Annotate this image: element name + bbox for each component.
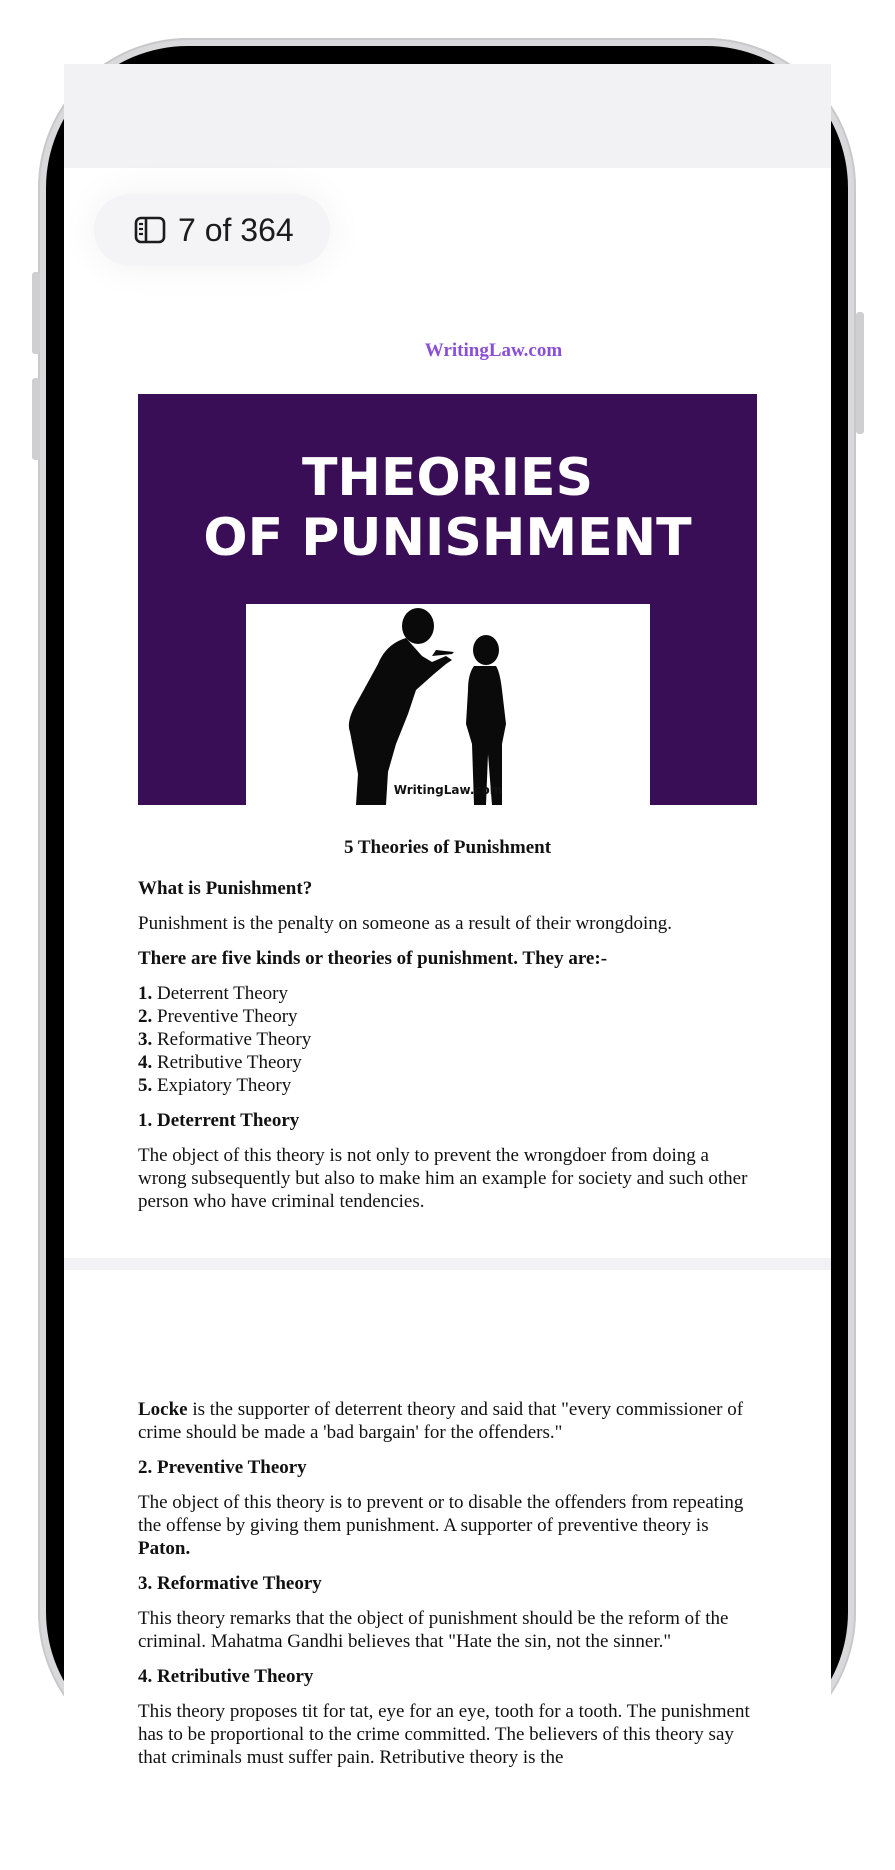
theory-list [138,982,757,1097]
document-title: 5 Theories of Punishment [343,837,552,858]
section-heading: There are five kinds or theories of punishment. They are:- [138,948,608,969]
section-heading: 4. Retributive Theory [138,1666,314,1687]
sidebar-icon [134,216,166,244]
scolding-silhouette-icon [246,604,650,805]
power-button [856,312,864,434]
list-item: 5. Expiatory Theory [138,1075,292,1096]
volume-down-button [32,378,40,460]
list-item: 1. Deterrent Theory [138,983,289,1004]
site-header: WritingLaw.com [424,340,563,361]
page-2-body [138,1398,757,1769]
screen [64,64,831,1768]
list-item: 4. Retributive Theory [138,1052,302,1073]
paragraph: Locke is the supporter of deterrent theory and said that "every commissioner of crime should be made a 'bad bargain' for the offenders." [138,1399,744,1443]
banner-title: THEORIES OF PUNISHMENT [203,448,692,568]
pdf-page-1[interactable] [64,168,831,1258]
banner-image [138,394,757,805]
section-heading: 2. Preventive Theory [138,1457,307,1478]
volume-up-button [32,272,40,354]
page-1-body [138,836,757,1213]
banner-illustration [246,604,650,805]
section-heading: 3. Reformative Theory [138,1573,322,1594]
list-item: 2. Preventive Theory [138,1006,298,1027]
banner-brand: WritingLaw.com [393,783,503,797]
section-heading: 1. Deterrent Theory [138,1110,300,1131]
paragraph: The object of this theory is not only to prevent the wrongdoer from doing a wrong subsequently but also to make him an example for society and such other person who have criminal tendencies. [138,1145,748,1212]
paragraph: The object of this theory is to prevent or to disable the offenders from repeating the offense by giving them punishment. A supporter of preventive theory is Paton. [138,1492,744,1559]
pdf-page-2[interactable] [64,1270,831,1870]
section-heading: What is Punishment? [138,878,313,899]
page-counter-label: 7 of 364 [178,211,294,248]
paragraph: Punishment is the penalty on someone as a result of their wrongdoing. [138,913,673,934]
paragraph: This theory proposes tit for tat, eye for an eye, tooth for a tooth. The punishment has to be proportional to the crime committed. The believers of this theory say that criminals must suffer pain. Retributive theory is the [138,1701,750,1768]
list-item: 3. Reformative Theory [138,1029,312,1050]
paragraph: This theory remarks that the object of punishment should be the reform of the criminal. Mahatma Gandhi believes that "Hate the sin, not the sinner." [138,1608,729,1652]
page-counter-button[interactable] [94,194,330,266]
